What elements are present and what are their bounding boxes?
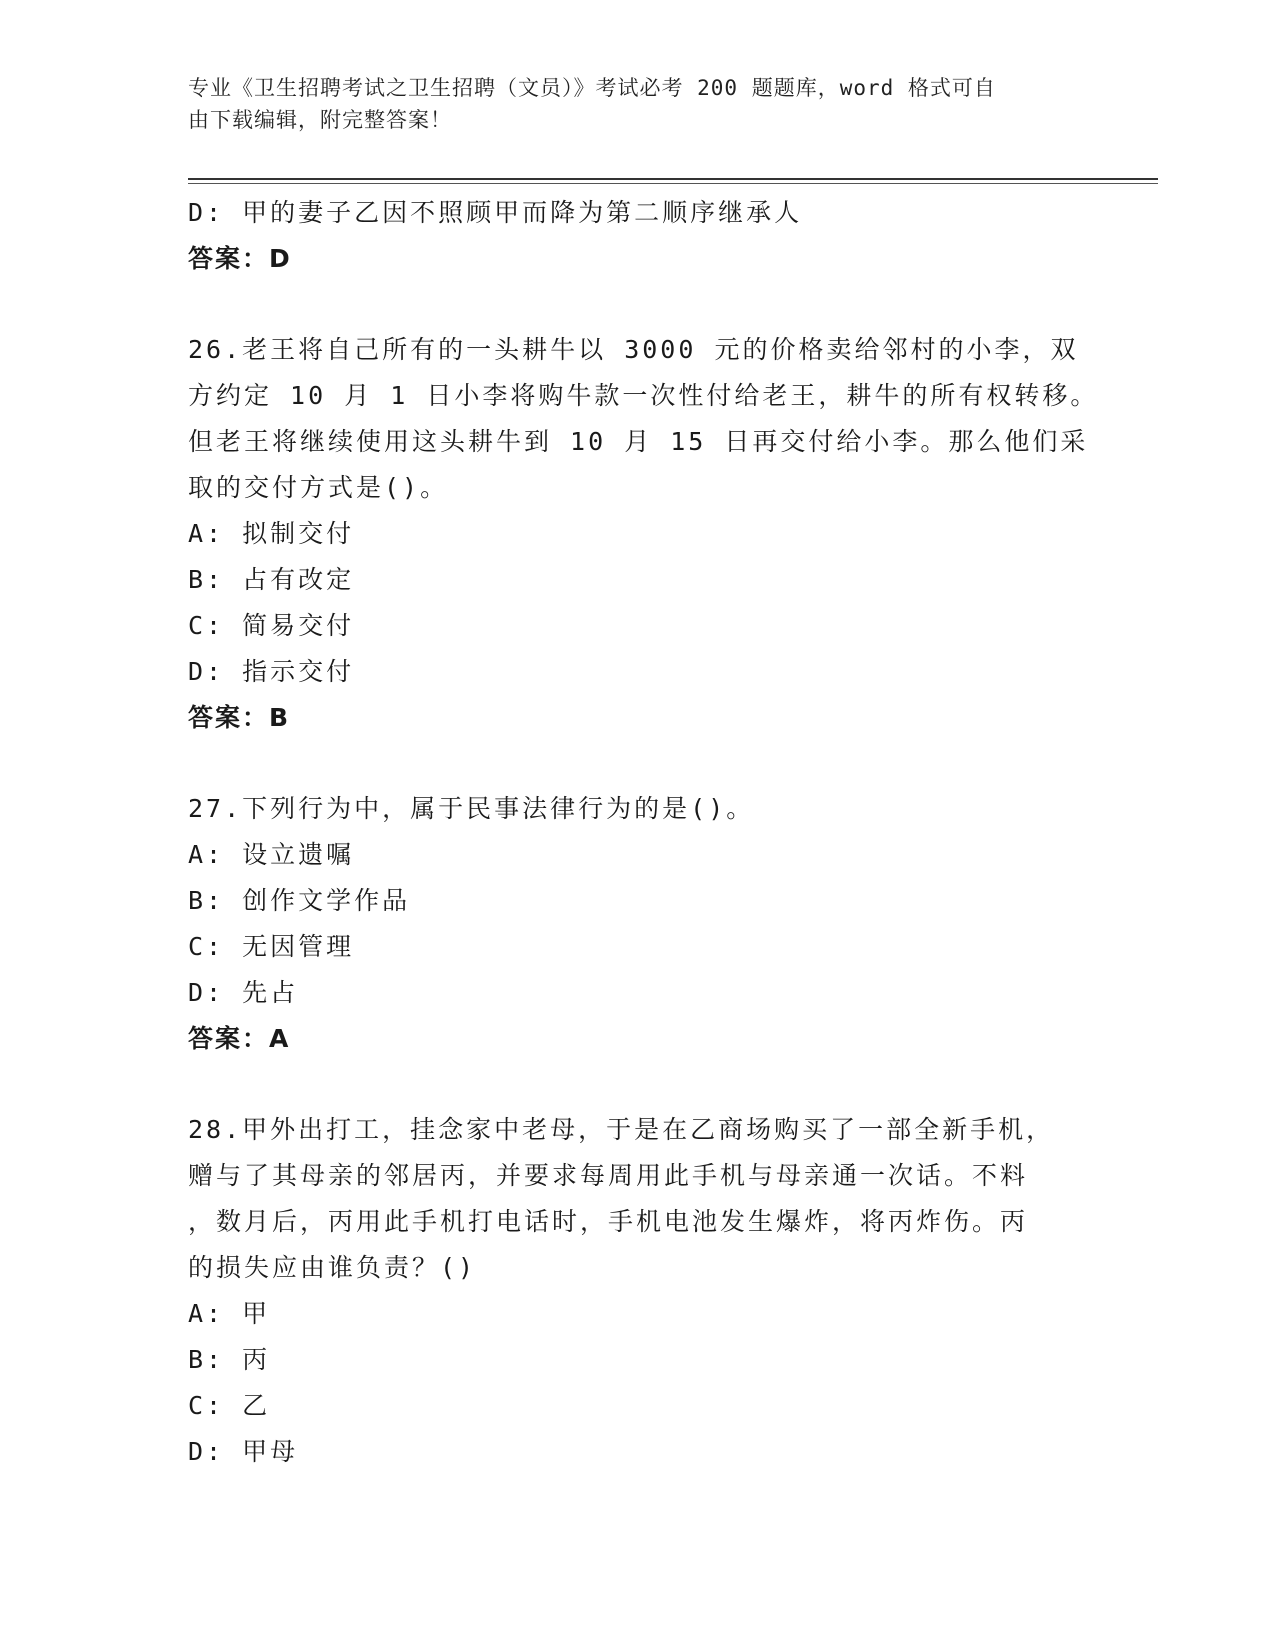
question-stem-line: 取的交付方式是()。 <box>188 473 449 502</box>
question-stem-line: 方约定 10 月 1 日小李将购牛款一次性付给老王，耕牛的所有权转移。 <box>188 381 1099 410</box>
option-c: C: 简易交付 <box>188 611 355 640</box>
answer-line: 答案：A <box>188 1024 291 1053</box>
answer-line: 答案：B <box>188 703 291 732</box>
header-rule-thick <box>188 178 1158 180</box>
question-stem-line: 的损失应由谁负责？() <box>188 1253 477 1282</box>
option-b: B: 创作文学作品 <box>188 886 411 915</box>
question-stem-line: 28.甲外出打工，挂念家中老母，于是在乙商场购买了一部全新手机， <box>188 1115 1055 1144</box>
option-b: B: 占有改定 <box>188 565 355 594</box>
question-26 <box>188 327 1099 741</box>
header-line-1: 专业《卫生招聘考试之卫生招聘（文员）》考试必考 200 题题库，word 格式可自 <box>188 76 996 100</box>
question-stem-line: 但老王将继续使用这头耕牛到 10 月 15 日再交付给小李。那么他们采 <box>188 427 1089 456</box>
option-b: B: 丙 <box>188 1345 271 1374</box>
question-28 <box>188 1107 1068 1475</box>
header-line-2: 由下载编辑，附完整答案！ <box>188 108 452 132</box>
option-a: A: 设立遗嘱 <box>188 840 355 869</box>
question-stem-line: 26.老王将自己所有的一头耕牛以 3000 元的价格卖给邻村的小李，双 <box>188 335 1079 364</box>
question-stem-line: 27.下列行为中，属于民事法律行为的是()。 <box>188 794 755 823</box>
option-c: C: 无因管理 <box>188 932 355 961</box>
document-header <box>188 72 1068 136</box>
option-a: A: 甲 <box>188 1299 271 1328</box>
question-stem-line: ，数月后，丙用此手机打电话时，手机电池发生爆炸，将丙炸伤。丙 <box>188 1207 1029 1236</box>
option-c: C: 乙 <box>188 1391 271 1420</box>
option-d: D: 甲母 <box>188 1437 299 1466</box>
header-rule-thin <box>188 183 1158 184</box>
option-a: A: 拟制交付 <box>188 519 355 548</box>
option-d: D: 甲的妻子乙因不照顾甲而降为第二顺序继承人 <box>188 198 803 227</box>
question-list <box>188 190 1099 1475</box>
question-27 <box>188 786 1068 1062</box>
answer-line: 答案：D <box>188 244 292 273</box>
option-d: D: 指示交付 <box>188 657 355 686</box>
question-stem-line: 赠与了其母亲的邻居丙，并要求每周用此手机与母亲通一次话。不料 <box>188 1161 1029 1190</box>
option-d: D: 先占 <box>188 978 299 1007</box>
